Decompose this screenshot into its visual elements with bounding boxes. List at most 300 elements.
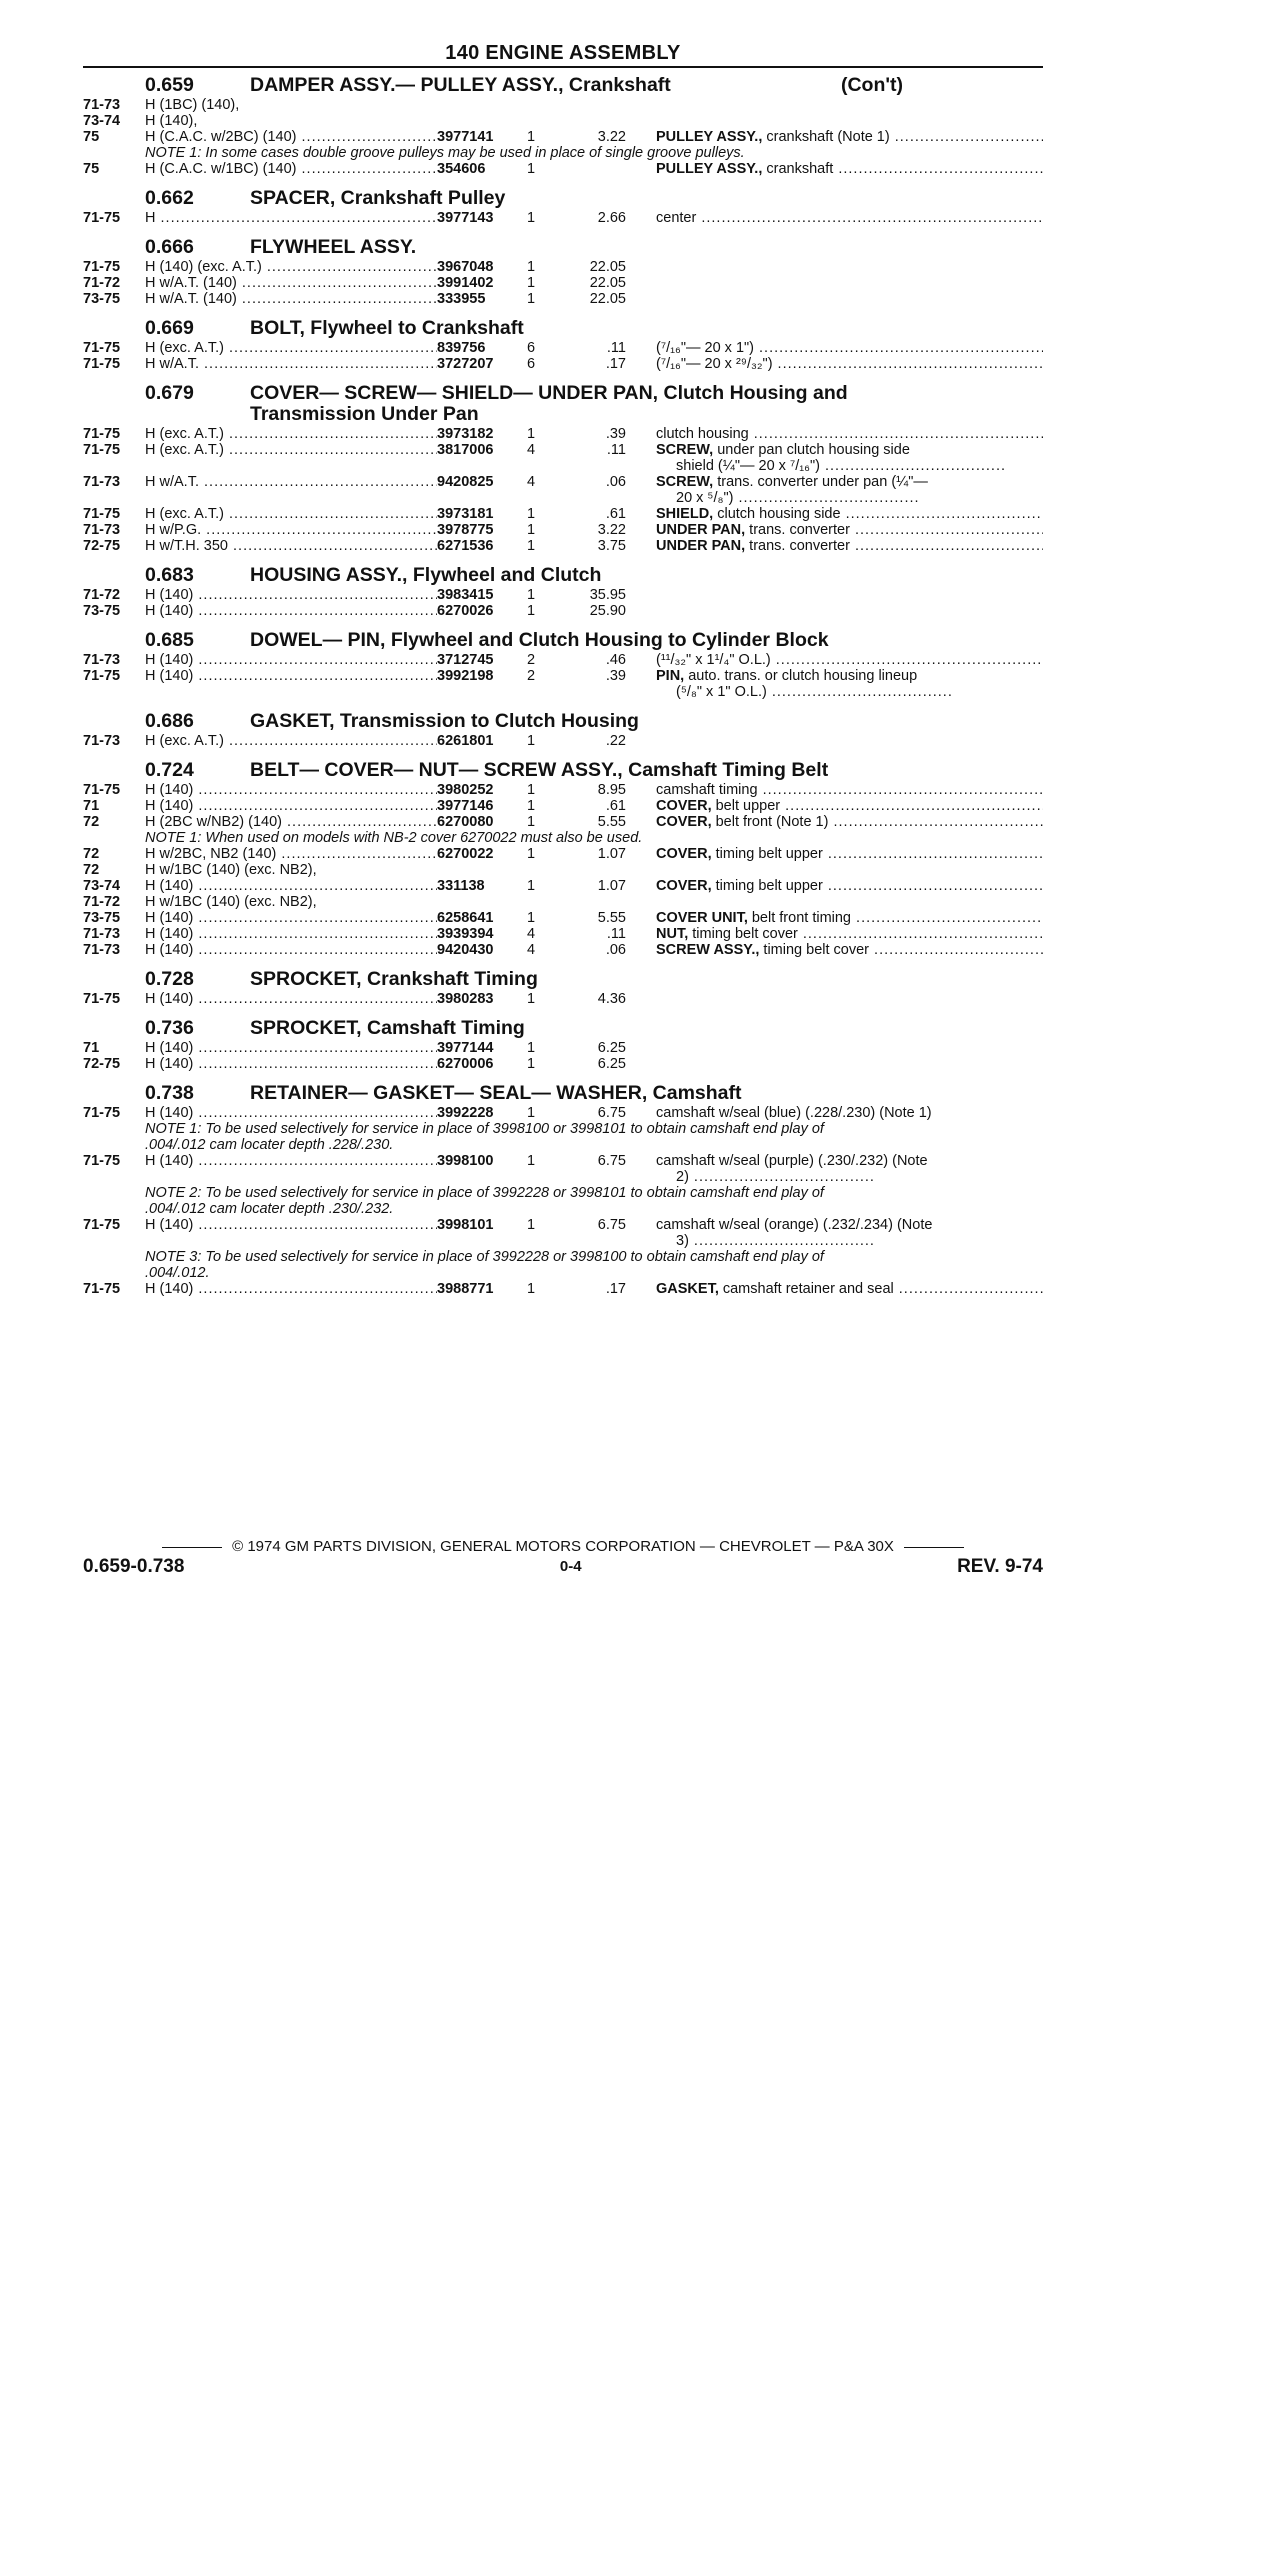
- application: H (140) .....: [145, 603, 437, 619]
- part-row: [83, 668, 1043, 684]
- remarks-empty: [656, 1040, 1043, 1056]
- list-price: 4.36: [597, 991, 626, 1007]
- remark-continued: 20 x ⁵/₈") .....: [83, 490, 1043, 506]
- section-heading: [83, 1017, 1043, 1040]
- model-years: 75: [83, 129, 100, 145]
- part-row: [83, 910, 1043, 926]
- quantity: 1: [527, 1040, 536, 1056]
- section-title: DAMPER ASSY.— PULLEY ASSY., Crankshaft: [250, 74, 671, 96]
- remarks: camshaft w/seal (orange) (.232/.234) (Note: [656, 1217, 933, 1233]
- part-number: 6270080: [437, 814, 494, 830]
- quantity: 4: [527, 926, 536, 942]
- model-years: 72-75: [83, 1056, 121, 1072]
- section-title: DOWEL— PIN, Flywheel and Clutch Housing to Cylinder Block: [250, 629, 829, 651]
- part-row: [83, 506, 1043, 522]
- model-years: 73-75: [83, 910, 121, 926]
- list-price: .22: [605, 733, 626, 749]
- application: H w/T.H. 350 .....: [145, 538, 437, 554]
- remarks-empty: [656, 894, 1043, 910]
- remarks-empty: [656, 291, 1043, 307]
- section-gap: [83, 372, 1043, 378]
- quantity: 1: [527, 426, 536, 442]
- part-row: [83, 652, 1043, 668]
- list-price: [579, 97, 656, 113]
- part-row: [83, 894, 1043, 910]
- part-number: [437, 862, 527, 878]
- section-gap: [83, 307, 1043, 313]
- remarks: GASKET, camshaft retainer and seal .....: [656, 1281, 1043, 1297]
- list-price: .11: [606, 442, 626, 458]
- quantity: 6: [527, 340, 536, 356]
- part-number: 6270026: [437, 603, 494, 619]
- list-price: 6.75: [597, 1105, 626, 1121]
- quantity: 1: [527, 291, 536, 307]
- list-price: .11: [606, 926, 626, 942]
- list-price: .06: [605, 474, 626, 490]
- page-number: 0-4: [559, 1558, 582, 1575]
- parts-catalog-page: [83, 40, 1043, 1303]
- list-price: .06: [605, 942, 626, 958]
- part-number: 6270006: [437, 1056, 494, 1072]
- section-gap: [83, 700, 1043, 706]
- quantity: 1: [527, 910, 536, 926]
- section-heading: [83, 187, 1043, 210]
- model-years: 75: [83, 161, 100, 177]
- part-number: 3983415: [437, 587, 494, 603]
- page-footer: [83, 1538, 1043, 1578]
- model-years: 71-72: [83, 275, 121, 291]
- part-number: 3977143: [437, 210, 494, 226]
- list-price: 2.66: [597, 210, 626, 226]
- application: H w/A.T. .....: [145, 474, 437, 490]
- application: H w/P.G. .....: [145, 522, 437, 538]
- remarks: PIN, auto. trans. or clutch housing lineup: [656, 668, 918, 684]
- remarks-empty: [656, 862, 1043, 878]
- part-number: [437, 894, 527, 910]
- application: H (1BC) (140),: [145, 97, 240, 113]
- list-price: .17: [605, 1281, 626, 1297]
- part-row: [83, 426, 1043, 442]
- part-number: 3977146: [437, 798, 494, 814]
- model-years: 73-75: [83, 291, 121, 307]
- list-price: [579, 862, 656, 878]
- section-title: COVER— SCREW— SHIELD— UNDER PAN, Clutch Housing and: [250, 382, 848, 404]
- list-price: 22.05: [589, 259, 626, 275]
- section-title: GASKET, Transmission to Clutch Housing: [250, 710, 639, 732]
- part-number: 3992198: [437, 668, 494, 684]
- model-years: 72-75: [83, 538, 121, 554]
- remarks: PULLEY ASSY., crankshaft (Note 1) .....: [656, 129, 1043, 145]
- remark-continued: 3) .....: [83, 1233, 1043, 1249]
- part-row: [83, 356, 1043, 372]
- list-price: .46: [605, 652, 626, 668]
- part-row: [83, 522, 1043, 538]
- list-price: 5.55: [597, 814, 626, 830]
- list-price: 22.05: [589, 275, 626, 291]
- application: H (140) .....: [145, 798, 437, 814]
- remarks-empty: [656, 97, 1043, 113]
- list-price: .61: [605, 798, 626, 814]
- part-number: 839756: [437, 340, 486, 356]
- remarks: COVER UNIT, belt front timing .....: [656, 910, 1043, 926]
- part-row: [83, 1105, 1043, 1121]
- quantity: 1: [527, 846, 536, 862]
- note-text: NOTE 1: To be used selectively for service in place of 3998100 or 3998101 to obtain camshaft end play of: [145, 1121, 824, 1137]
- application: H (exc. A.T.) .....: [145, 506, 437, 522]
- section-gap: [83, 1007, 1043, 1013]
- part-row: [83, 862, 1043, 878]
- application: H (140) .....: [145, 1153, 437, 1169]
- application: H (exc. A.T.) .....: [145, 733, 437, 749]
- model-years: 71-73: [83, 97, 121, 113]
- model-years: 71-73: [83, 474, 121, 490]
- quantity: 1: [527, 798, 536, 814]
- model-years: 72: [83, 862, 100, 878]
- application: H (140) .....: [145, 991, 437, 1007]
- quantity: [527, 113, 579, 129]
- part-number: 3978775: [437, 522, 494, 538]
- section-title: SPACER, Crankshaft Pulley: [250, 187, 506, 209]
- list-price: 25.90: [589, 603, 626, 619]
- part-row: [83, 942, 1043, 958]
- section-heading: [83, 629, 1043, 652]
- model-years: 71-75: [83, 1105, 121, 1121]
- footer-line: [83, 1556, 1043, 1578]
- quantity: 1: [527, 991, 536, 1007]
- note-text: NOTE 1: In some cases double groove pulleys may be used in place of single groove pulleys.: [145, 145, 745, 161]
- list-price: 1.07: [597, 878, 626, 894]
- section-gap: [83, 1072, 1043, 1078]
- part-number: 3977144: [437, 1040, 494, 1056]
- model-years: 73-74: [83, 878, 121, 894]
- remarks-empty: [656, 259, 1043, 275]
- quantity: 1: [527, 587, 536, 603]
- list-price: 6.75: [597, 1217, 626, 1233]
- part-number: 331138: [437, 878, 485, 894]
- quantity: 2: [527, 668, 536, 684]
- part-row: [83, 1153, 1043, 1169]
- part-row: [83, 1281, 1043, 1297]
- model-years: 71-73: [83, 942, 121, 958]
- application: H (C.A.C. w/1BC) (140) .....: [145, 161, 437, 177]
- part-number: 333955: [437, 291, 486, 307]
- section-gap: [83, 226, 1043, 232]
- part-number: 9420430: [437, 942, 494, 958]
- application: H w/1BC (140) (exc. NB2),: [145, 862, 317, 878]
- part-number: 3998101: [437, 1217, 494, 1233]
- remarks-empty: [656, 603, 1043, 619]
- part-number: 3980283: [437, 991, 494, 1007]
- model-years: 71-73: [83, 522, 121, 538]
- part-number: [437, 113, 527, 129]
- part-row: [83, 878, 1043, 894]
- quantity: 1: [527, 538, 536, 554]
- application: H (140) .....: [145, 878, 437, 894]
- section-heading: [83, 236, 1043, 259]
- revision: REV. 9-74: [957, 1556, 1043, 1577]
- section-gap: [83, 177, 1043, 183]
- list-price: [579, 161, 656, 177]
- quantity: 1: [527, 129, 536, 145]
- quantity: [527, 97, 579, 113]
- section-number: 0.728: [145, 968, 194, 990]
- quantity: 1: [527, 1105, 536, 1121]
- part-row: [83, 587, 1043, 603]
- quantity: 1: [527, 603, 536, 619]
- application: H (2BC w/NB2) (140) .....: [145, 814, 437, 830]
- model-years: 72: [83, 846, 100, 862]
- section-title: BELT— COVER— NUT— SCREW ASSY., Camshaft Timing Belt: [250, 759, 829, 781]
- section-heading: [83, 564, 1043, 587]
- application: H (140),: [145, 113, 198, 129]
- section-title: FLYWHEEL ASSY.: [250, 236, 417, 258]
- application: H (140) .....: [145, 1105, 437, 1121]
- part-row: [83, 129, 1043, 145]
- remarks: (⁷/₁₆"— 20 x 1") .....: [656, 340, 1043, 356]
- part-number: 6261801: [437, 733, 494, 749]
- section-title: SPROCKET, Camshaft Timing: [250, 1017, 525, 1039]
- part-row: [83, 340, 1043, 356]
- model-years: 71: [83, 798, 100, 814]
- application: H (exc. A.T.) .....: [145, 426, 437, 442]
- part-row: [83, 161, 1043, 177]
- section-heading: [83, 968, 1043, 991]
- application: H (140) .....: [145, 1281, 437, 1297]
- application: H (140) .....: [145, 926, 437, 942]
- list-price: 35.95: [589, 587, 626, 603]
- section-number: 0.724: [145, 759, 194, 781]
- quantity: 1: [527, 814, 536, 830]
- application: H w/1BC (140) (exc. NB2),: [145, 894, 317, 910]
- section-heading: [83, 382, 1043, 405]
- model-years: 73-74: [83, 113, 121, 129]
- quantity: 4: [527, 942, 536, 958]
- model-years: 71-75: [83, 1217, 121, 1233]
- note-text: NOTE 1: When used on models with NB-2 cover 6270022 must also be used.: [145, 830, 643, 846]
- quantity: 1: [527, 1056, 536, 1072]
- part-row: [83, 782, 1043, 798]
- model-years: 71-75: [83, 782, 121, 798]
- list-price: .39: [605, 426, 626, 442]
- remarks: SHIELD, clutch housing side .....: [656, 506, 1043, 522]
- part-number: 3973181: [437, 506, 494, 522]
- part-number: 3988771: [437, 1281, 494, 1297]
- section-title: BOLT, Flywheel to Crankshaft: [250, 317, 524, 339]
- remarks: COVER, belt upper .....: [656, 798, 1043, 814]
- model-years: 71-72: [83, 587, 121, 603]
- note-text: NOTE 2: To be used selectively for service in place of 3992228 or 3998101 to obtain camshaft end play of: [145, 1185, 824, 1201]
- part-row: [83, 926, 1043, 942]
- model-years: 72: [83, 814, 100, 830]
- remarks: NUT, timing belt cover .....: [656, 926, 1043, 942]
- section-heading: [83, 74, 1043, 97]
- quantity: 1: [527, 161, 536, 177]
- part-row: [83, 474, 1043, 490]
- quantity: 1: [527, 782, 536, 798]
- section-gap: [83, 619, 1043, 625]
- model-years: 71-75: [83, 340, 121, 356]
- quantity: 1: [527, 275, 536, 291]
- section-number: 0.738: [145, 1082, 194, 1104]
- remarks-empty: [656, 1056, 1043, 1072]
- part-row: [83, 814, 1043, 830]
- part-row: [83, 991, 1043, 1007]
- model-years: 71-75: [83, 991, 121, 1007]
- application: H (140) (exc. A.T.) .....: [145, 259, 437, 275]
- quantity: 1: [527, 1217, 536, 1233]
- note-text: NOTE 3: To be used selectively for service in place of 3992228 or 3998100 to obtain camshaft end play of: [145, 1249, 824, 1265]
- list-price: 3.75: [597, 538, 626, 554]
- model-years: 71-75: [83, 210, 121, 226]
- model-years: 71-75: [83, 1281, 121, 1297]
- section-heading: [83, 1082, 1043, 1105]
- application: H (exc. A.T.) .....: [145, 442, 437, 458]
- sections-container: [83, 74, 1043, 1303]
- part-number: 9420825: [437, 474, 494, 490]
- application: H (140) .....: [145, 1040, 437, 1056]
- application: H w/2BC, NB2 (140) .....: [145, 846, 437, 862]
- part-row: [83, 846, 1043, 862]
- application: H w/A.T. (140) .....: [145, 291, 437, 307]
- list-price: 5.55: [597, 910, 626, 926]
- copyright-line: © 1974 GM PARTS DIVISION, GENERAL MOTORS CORPORATION — CHEVROLET — P&A 30X: [83, 1538, 1043, 1556]
- section-number: 0.666: [145, 236, 194, 258]
- model-years: 71-75: [83, 1153, 121, 1169]
- model-years: 71-75: [83, 668, 121, 684]
- model-years: 71-72: [83, 894, 121, 910]
- remarks: SCREW, under pan clutch housing side: [656, 442, 910, 458]
- part-number: 3817006: [437, 442, 494, 458]
- model-years: 73-75: [83, 603, 121, 619]
- remarks: (⁷/₁₆"— 20 x ²⁹/₃₂") .....: [656, 356, 1043, 372]
- model-years: 71-75: [83, 259, 121, 275]
- application: H (C.A.C. w/2BC) (140) .....: [145, 129, 437, 145]
- part-number: 6258641: [437, 910, 494, 926]
- section-number: 0.685: [145, 629, 194, 651]
- model-years: 71-75: [83, 426, 121, 442]
- remark-continued: (⁵/₈" x 1" O.L.) .....: [83, 684, 1043, 700]
- list-price: 3.22: [597, 129, 626, 145]
- section-title: HOUSING ASSY., Flywheel and Clutch: [250, 564, 602, 586]
- application: H w/A.T. (140) .....: [145, 275, 437, 291]
- quantity: 1: [527, 210, 536, 226]
- section-gap: [83, 554, 1043, 560]
- section-heading: [83, 759, 1043, 782]
- part-row: [83, 798, 1043, 814]
- remarks: SCREW ASSY., timing belt cover .....: [656, 942, 1043, 958]
- part-row: [83, 210, 1043, 226]
- section-gap: [83, 958, 1043, 964]
- quantity: 1: [527, 522, 536, 538]
- note-text: .004/.012.: [145, 1265, 210, 1281]
- remarks: camshaft w/seal (purple) (.230/.232) (Note: [656, 1153, 928, 1169]
- part-number: 3973182: [437, 426, 494, 442]
- remarks: camshaft timing .....: [656, 782, 1043, 798]
- part-number: 3727207: [437, 356, 494, 372]
- section-number: 0.683: [145, 564, 194, 586]
- remarks: center .....: [656, 210, 1043, 226]
- remarks-empty: [656, 275, 1043, 291]
- quantity: 1: [527, 1153, 536, 1169]
- model-years: 71-75: [83, 442, 121, 458]
- section-gap: [83, 1297, 1043, 1303]
- list-price: [579, 113, 656, 129]
- part-row: [83, 291, 1043, 307]
- part-row: [83, 113, 1043, 129]
- part-number: 3967048: [437, 259, 494, 275]
- header-rule: [83, 66, 1043, 68]
- list-price: 22.05: [589, 291, 626, 307]
- list-price: .11: [606, 340, 626, 356]
- remarks-empty: [656, 587, 1043, 603]
- remarks: COVER, belt front (Note 1) .....: [656, 814, 1043, 830]
- quantity: [527, 862, 579, 878]
- part-row: [83, 538, 1043, 554]
- application: H (140) .....: [145, 1056, 437, 1072]
- application: H w/A.T. .....: [145, 356, 437, 372]
- remarks-empty: [656, 733, 1043, 749]
- section-number: 0.679: [145, 382, 194, 404]
- part-row: [83, 1040, 1043, 1056]
- part-number: 3980252: [437, 782, 494, 798]
- part-number: 3977141: [437, 129, 494, 145]
- list-price: .17: [605, 356, 626, 372]
- model-years: 71-73: [83, 652, 121, 668]
- remarks-empty: [656, 991, 1043, 1007]
- section-title-continued: Transmission Under Pan: [250, 403, 479, 425]
- continued-label: (Con't): [840, 74, 903, 96]
- list-price: 8.95: [597, 782, 626, 798]
- remark-continued: 2) .....: [83, 1169, 1043, 1185]
- remarks: UNDER PAN, trans. converter .....: [656, 522, 1043, 538]
- section-number: 0.669: [145, 317, 194, 339]
- model-years: 71-75: [83, 506, 121, 522]
- part-number: 3991402: [437, 275, 494, 291]
- remarks: SCREW, trans. converter under pan (¼"—: [656, 474, 928, 490]
- page-header: 140 ENGINE ASSEMBLY: [445, 42, 681, 64]
- remarks: camshaft w/seal (blue) (.228/.230) (Note 1): [656, 1105, 932, 1121]
- application: H (140) .....: [145, 910, 437, 926]
- remarks: UNDER PAN, trans. converter .....: [656, 538, 1043, 554]
- part-number: 354606: [437, 161, 486, 177]
- quantity: 6: [527, 356, 536, 372]
- application: H (140) .....: [145, 782, 437, 798]
- list-price: 6.25: [597, 1056, 626, 1072]
- part-number: 6271536: [437, 538, 494, 554]
- list-price: 6.25: [597, 1040, 626, 1056]
- section-heading: [83, 710, 1043, 733]
- part-row: [83, 275, 1043, 291]
- application: H (140) .....: [145, 668, 437, 684]
- part-row: [83, 603, 1043, 619]
- section-gap: [83, 749, 1043, 755]
- part-row: [83, 97, 1043, 113]
- quantity: 1: [527, 733, 536, 749]
- part-number: [437, 97, 527, 113]
- part-row: [83, 1217, 1043, 1233]
- remarks: clutch housing .....: [656, 426, 1043, 442]
- section-title: SPROCKET, Crankshaft Timing: [250, 968, 538, 990]
- remarks: COVER, timing belt upper .....: [656, 878, 1043, 894]
- note-text: .004/.012 cam locater depth .228/.230.: [145, 1137, 394, 1153]
- list-price: 6.75: [597, 1153, 626, 1169]
- list-price: [579, 894, 656, 910]
- application: H (140) .....: [145, 652, 437, 668]
- quantity: 1: [527, 506, 536, 522]
- list-price: 1.07: [597, 846, 626, 862]
- remarks: COVER, timing belt upper .....: [656, 846, 1043, 862]
- part-row: [83, 259, 1043, 275]
